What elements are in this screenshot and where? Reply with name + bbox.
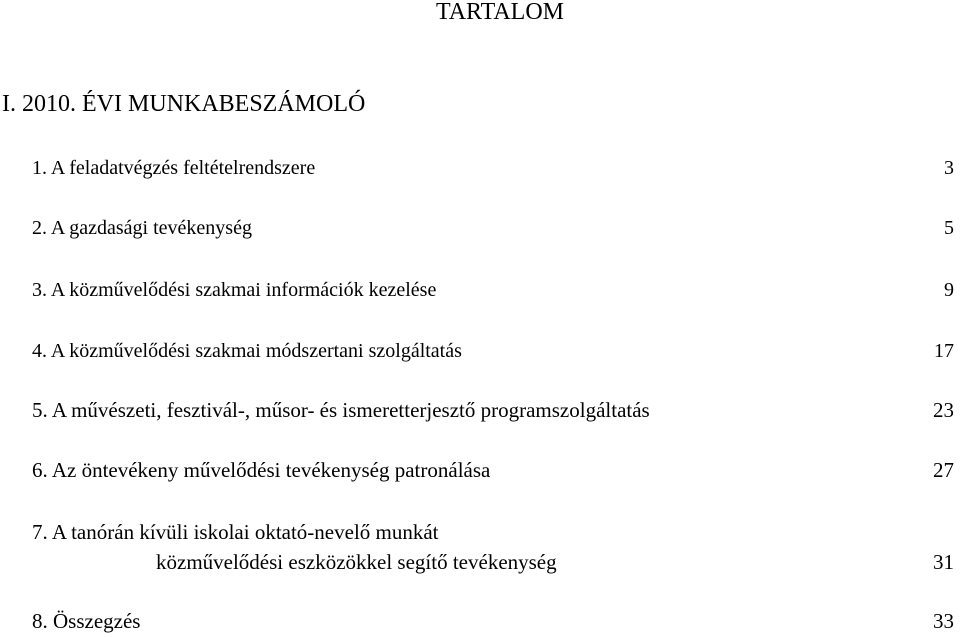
toc-entry-number: 7. (32, 520, 48, 544)
toc-entry-page: 3 (944, 157, 954, 179)
toc-entry-page: 31 (933, 550, 954, 574)
toc-entry-label-continuation: közművelődési eszközökkel segítő tevékenység (156, 550, 557, 574)
toc-entry-page: 9 (944, 279, 954, 301)
toc-entry-label: A közművelődési szakmai információk kezelése (50, 279, 437, 301)
toc-entry-number: 6. (32, 458, 48, 482)
toc-entry-label: Összegzés (53, 609, 141, 633)
toc-entry-number: 8. (32, 609, 48, 633)
toc-entry-5 (32, 395, 954, 425)
toc-entry-page: 23 (933, 398, 954, 422)
toc-entry-6 (32, 455, 954, 485)
toc-entry-number: 3. (32, 279, 47, 301)
toc-entry-label: A feladatvégzés feltételrendszere (50, 157, 316, 179)
toc-entry-number: 5. (32, 398, 48, 422)
toc-entry-label: A művészeti, fesztivál-, műsor- és ismeretterjesztő programszolgáltatás (51, 398, 650, 422)
toc-entry-7 (32, 517, 954, 574)
toc-entry-page: 17 (934, 340, 954, 362)
section-heading: I. 2010. ÉVI MUNKABESZÁMOLÓ (2, 91, 366, 117)
toc-entry-number: 1. (32, 157, 47, 179)
toc-entry-8 (32, 606, 954, 636)
toc-entry-label: A tanórán kívüli iskolai oktató-nevelő munkát (51, 520, 439, 544)
toc-entry-1 (32, 153, 954, 183)
toc-entry-number: 2. (32, 217, 47, 239)
toc-entry-2 (32, 213, 954, 243)
toc-entry-page: 27 (933, 458, 954, 482)
toc-entry-label: Az öntevékeny művelődési tevékenység patronálása (51, 458, 491, 482)
toc-entry-label: A gazdasági tevékenység (50, 217, 252, 239)
toc-entry-4 (32, 336, 954, 366)
toc-entry-3 (32, 275, 954, 305)
toc-entry-label: A közművelődési szakmai módszertani szolgáltatás (50, 340, 462, 362)
page-title: TARTALOM (435, 0, 565, 25)
toc-entry-page: 33 (933, 609, 954, 633)
toc-entry-number: 4. (32, 340, 47, 362)
toc-entry-page: 5 (944, 217, 954, 239)
